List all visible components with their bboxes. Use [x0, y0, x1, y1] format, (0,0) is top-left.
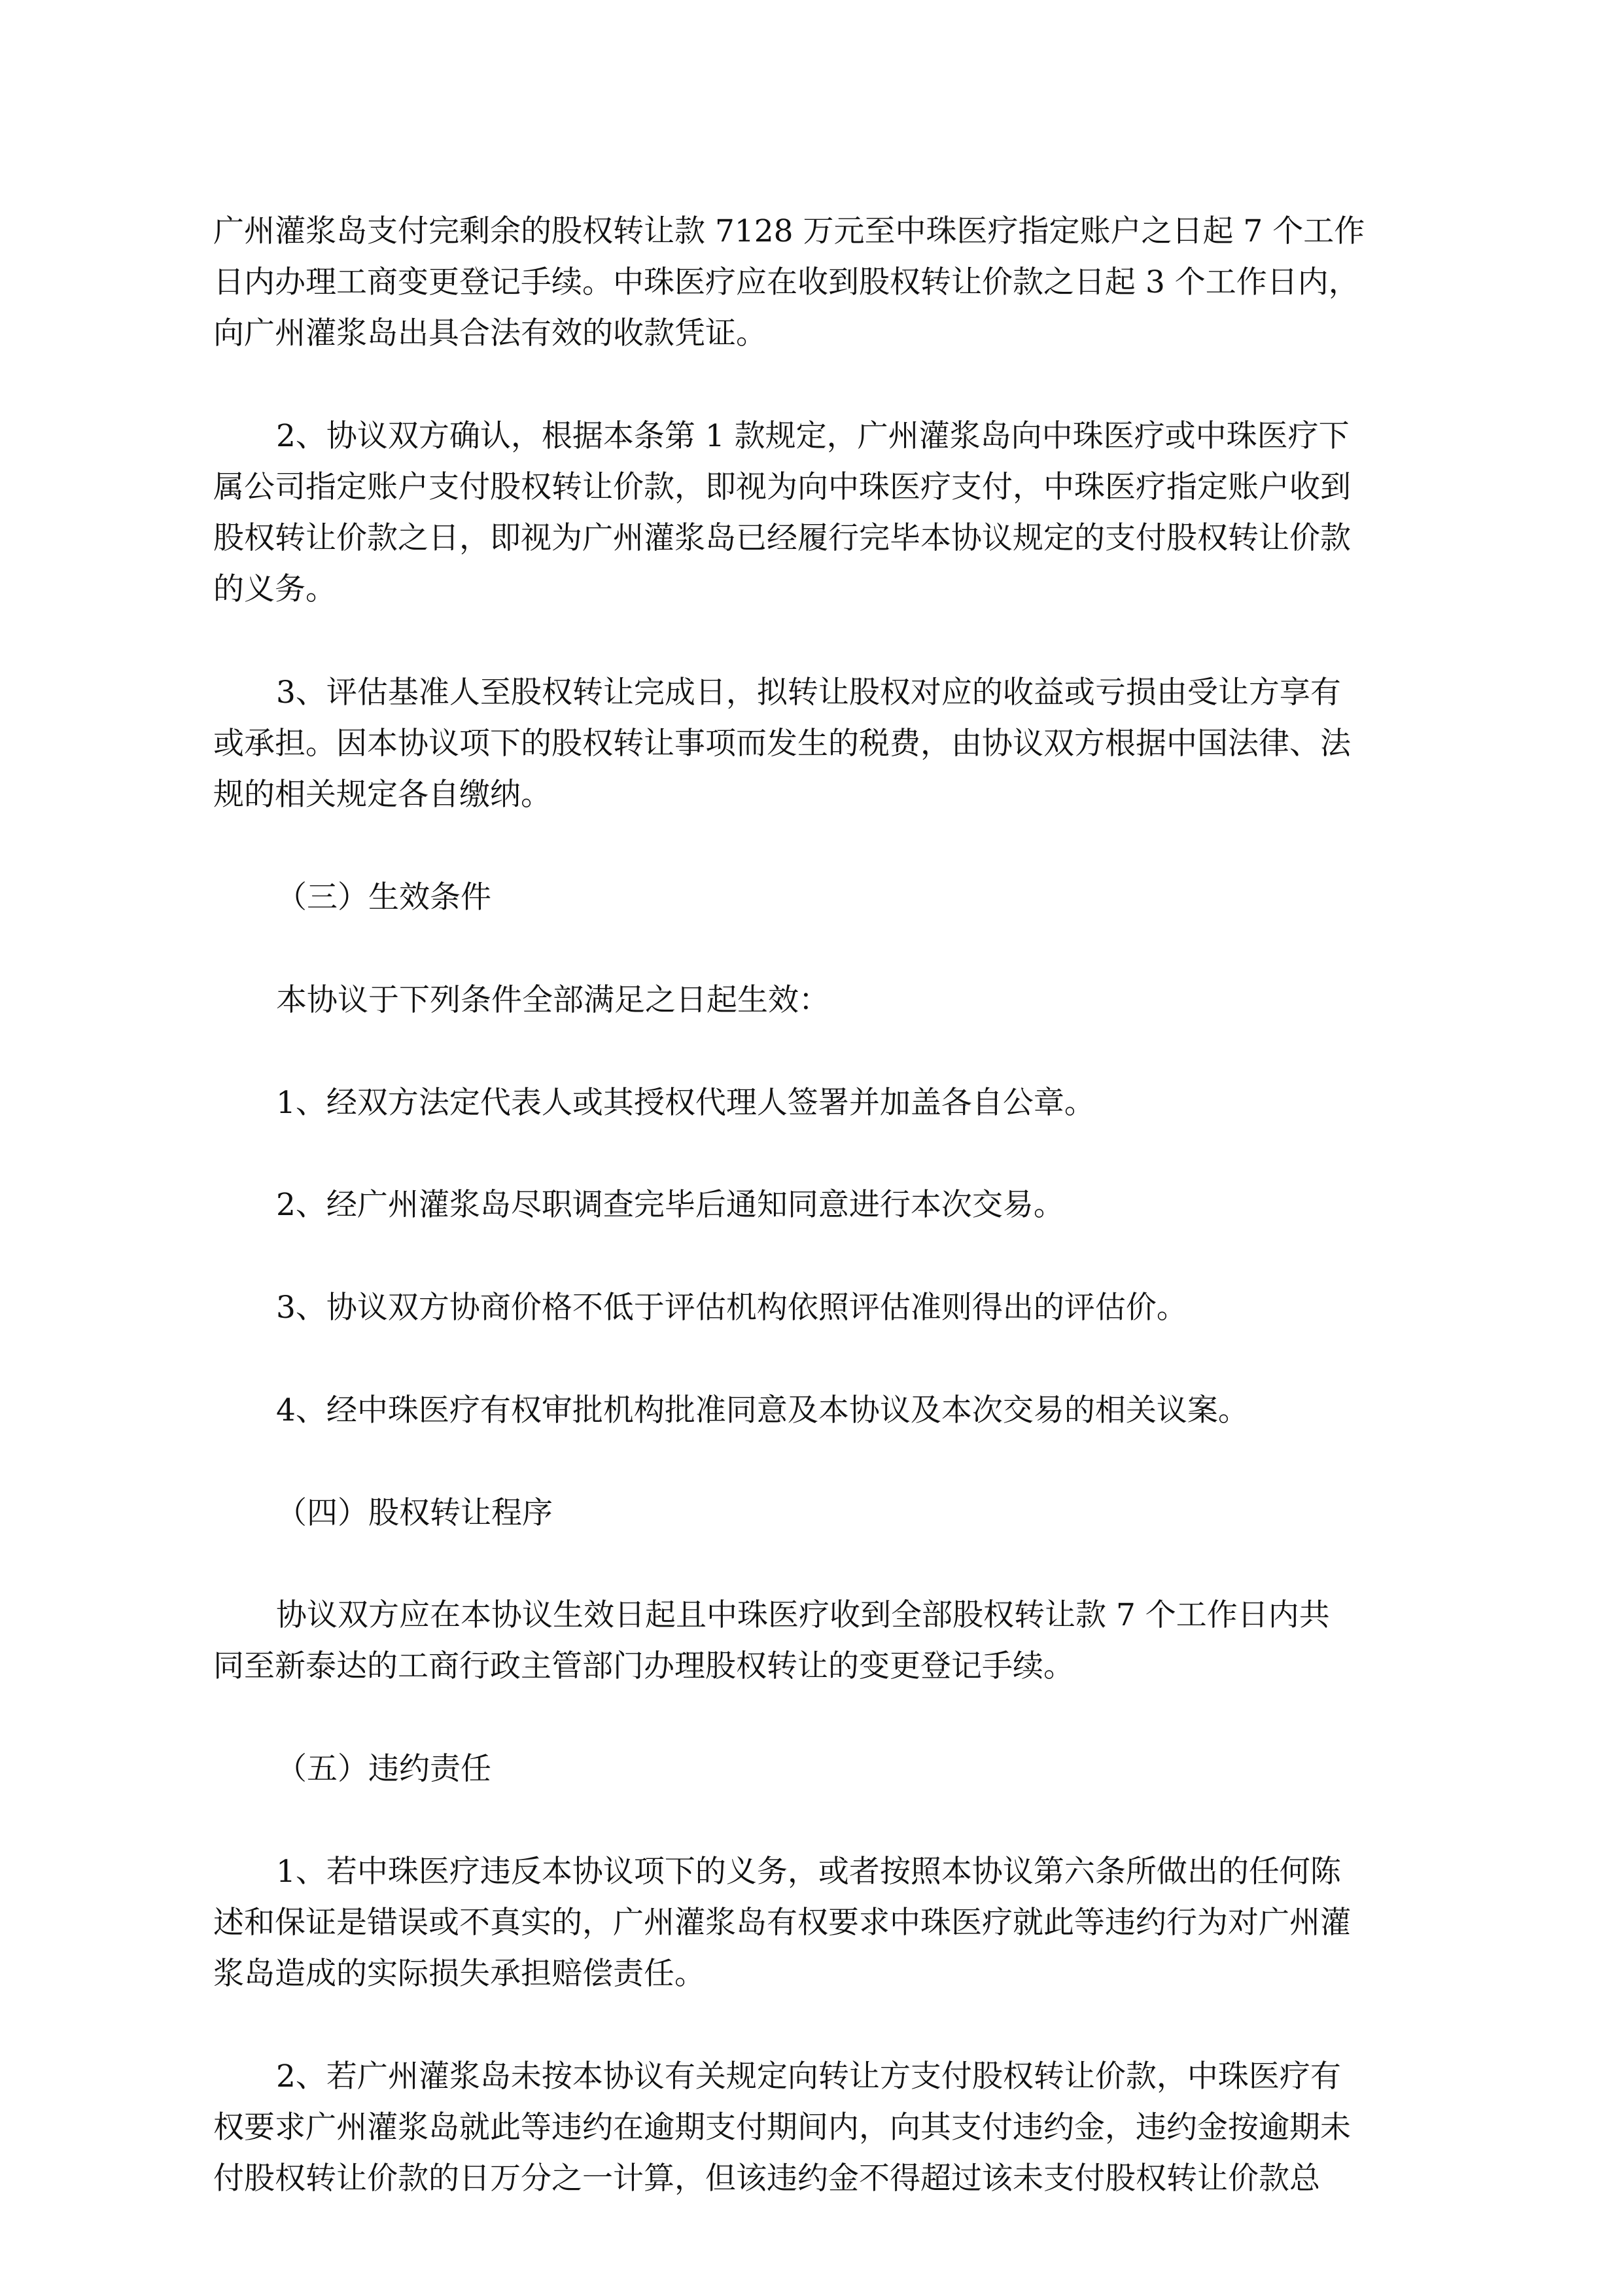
text-line: 规的相关规定各自缴纳。: [213, 777, 551, 813]
paragraph-condition-4: [213, 1385, 1423, 1436]
paragraph-condition-1: [213, 1078, 1423, 1129]
text-line: 4、经中珠医疗有权审批机构批准同意及本协议及本次交易的相关议案。: [276, 1392, 1249, 1428]
section-heading-breach-liability: [213, 1744, 1423, 1795]
paragraph-clause-3: [213, 667, 1423, 821]
text-line: 协议双方应在本协议生效日起且中珠医疗收到全部股权转让款 7 个工作日内共: [276, 1597, 1330, 1633]
text-line: 股权转让价款之日，即视为广州灌浆岛已经履行完毕本协议规定的支付股权转让价款: [213, 520, 1351, 556]
paragraph-transfer-procedure: [213, 1590, 1423, 1692]
text-line: 付股权转让价款的日万分之一计算，但该违约金不得超过该未支付股权转让价款总: [213, 2161, 1320, 2197]
text-line: 广州灌浆岛支付完剩余的股权转让款 7128 万元至中珠医疗指定账户之日起 7 个工作: [213, 213, 1365, 249]
text-line: 1、经双方法定代表人或其授权代理人签署并加盖各自公章。: [276, 1085, 1095, 1121]
text-line: 属公司指定账户支付股权转让价款，即视为向中珠医疗支付，中珠医疗指定账户收到: [213, 469, 1351, 505]
paragraph-effective-intro: [213, 975, 1423, 1026]
text-line: 本协议于下列条件全部满足之日起生效：: [276, 982, 829, 1018]
section-heading-effective-conditions: [213, 872, 1423, 923]
text-line: （三）生效条件: [276, 879, 491, 915]
text-line: 1、若中珠医疗违反本协议项下的义务，或者按照本协议第六条所做出的任何陈: [276, 1854, 1341, 1890]
text-line: 同至新泰达的工商行政主管部门办理股权转让的变更登记手续。: [213, 1648, 1074, 1684]
text-line: 2、若广州灌浆岛未按本协议有关规定向转让方支付股权转让价款，中珠医疗有: [276, 2058, 1341, 2094]
text-line: 的义务。: [213, 571, 336, 607]
text-line: （五）违约责任: [276, 1751, 491, 1787]
text-line: 浆岛造成的实际损失承担赔偿责任。: [213, 1956, 705, 1992]
paragraph-breach-2: [213, 2051, 1423, 2204]
text-line: 3、协议双方协商价格不低于评估机构依照评估准则得出的评估价。: [276, 1290, 1187, 1326]
text-line: 权要求广州灌浆岛就此等违约在逾期支付期间内，向其支付违约金，违约金按逾期未: [213, 2110, 1351, 2146]
text-line: 2、经广州灌浆岛尽职调查完毕后通知同意进行本次交易。: [276, 1187, 1064, 1223]
paragraph-condition-2: [213, 1180, 1423, 1231]
text-line: （四）股权转让程序: [276, 1495, 553, 1531]
text-line: 或承担。因本协议项下的股权转让事项而发生的税费，由协议双方根据中国法律、法: [213, 726, 1351, 762]
text-line: 向广州灌浆岛出具合法有效的收款凭证。: [213, 315, 767, 351]
text-line: 日内办理工商变更登记手续。中珠医疗应在收到股权转让价款之日起 3 个工作日内，: [213, 264, 1359, 300]
section-heading-transfer-procedure: [213, 1488, 1423, 1539]
text-line: 述和保证是错误或不真实的，广州灌浆岛有权要求中珠医疗就此等违约行为对广州灌: [213, 1905, 1351, 1941]
paragraph-clause-2: [213, 411, 1423, 615]
paragraph-breach-1: [213, 1846, 1423, 2000]
paragraph-payment-balance: [213, 206, 1423, 359]
text-line: 3、评估基准人至股权转让完成日，拟转让股权对应的收益或亏损由受让方享有: [276, 675, 1341, 711]
paragraph-condition-3: [213, 1282, 1423, 1333]
text-line: 2、协议双方确认，根据本条第 1 款规定，广州灌浆岛向中珠医疗或中珠医疗下: [276, 418, 1350, 454]
